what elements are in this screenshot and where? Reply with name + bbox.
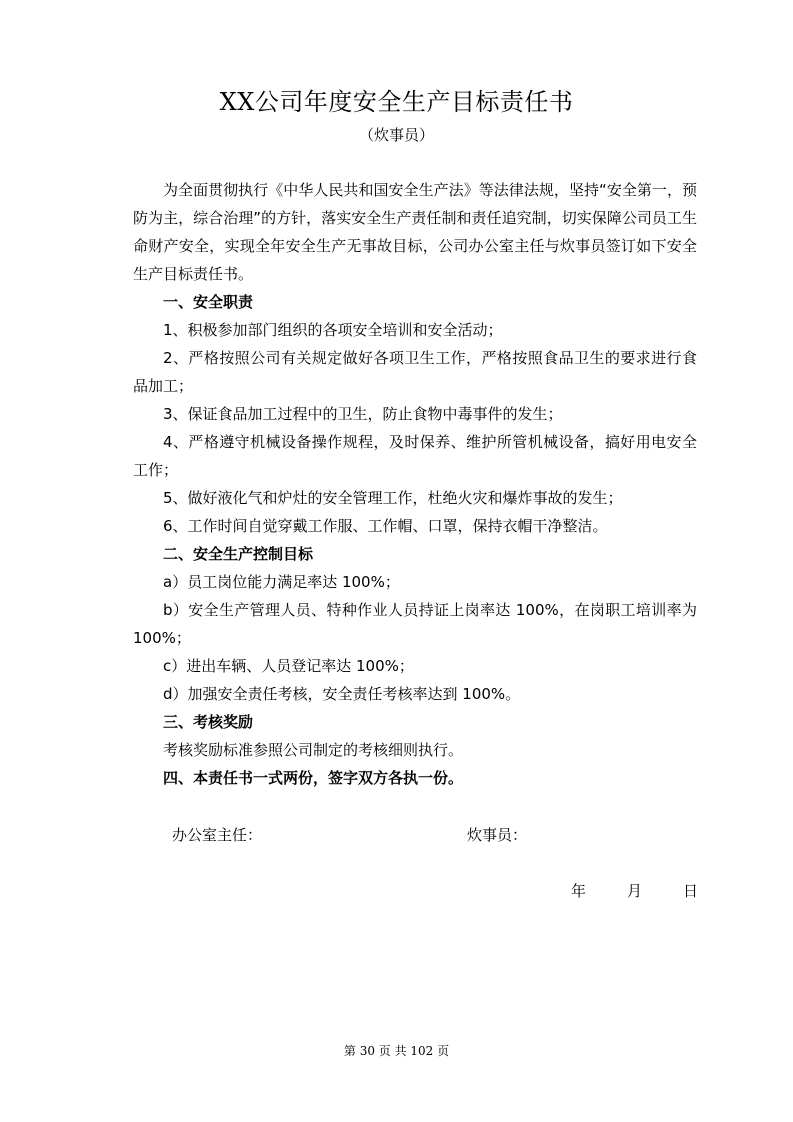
document-title: XX公司年度安全生产目标责任书 xyxy=(219,88,574,116)
section-heading-rewards: 三、考核奖励 xyxy=(163,713,254,731)
signature-office-director: 办公室主任： xyxy=(172,826,263,844)
date-day: 日 xyxy=(683,882,699,900)
target-item: a）员工岗位能力满足率达 100%； xyxy=(163,573,400,591)
page-footer: 第 30 页 共 102 页 xyxy=(343,1044,450,1058)
document-subtitle: （炊事员） xyxy=(358,126,434,144)
section-heading-targets: 二、安全生产控制目标 xyxy=(163,545,314,563)
responsibility-item: 5、做好液化气和炉灶的安全管理工作，杜绝火灾和爆炸事故的发生； xyxy=(163,489,623,507)
section-heading-copies: 四、本责任书一式两份，签字双方各执一份。 xyxy=(163,769,464,787)
date-month: 月 xyxy=(627,882,643,900)
target-item: c）进出车辆、人员登记率达 100%； xyxy=(163,657,414,675)
section-heading-responsibilities: 一、安全职责 xyxy=(163,293,254,311)
rewards-text: 考核奖励标准参照公司制定的考核细则执行。 xyxy=(163,741,464,759)
signature-cook: 炊事员： xyxy=(467,826,528,844)
responsibility-item: 2、严格按照公司有关规定做好各项卫生工作，严格按照食品卫生的要求进行食品加工； xyxy=(133,349,697,395)
responsibility-item: 6、工作时间自觉穿戴工作服、工作帽、口罩，保持衣帽干净整洁。 xyxy=(163,517,608,535)
date-year: 年 xyxy=(571,882,587,900)
responsibility-item: 1、积极参加部门组织的各项安全培训和安全活动； xyxy=(163,321,503,339)
target-item: b）安全生产管理人员、特种作业人员持证上岗率达 100%，在岗职工培训率为 100%； xyxy=(133,601,697,647)
intro-paragraph: 为全面贯彻执行《中华人民共和国安全生产法》等法律法规，坚持“安全第一，预防为主，综合治理”的方针，落实安全生产责任制和责任追究制，切实保障公司员工生命财产安全，实现全年安全生产无事故目标，公司办公室主任与炊事员签订如下安全生产目标责任书。 xyxy=(133,181,697,283)
target-item: d）加强安全责任考核，安全责任考核率达到 100%。 xyxy=(163,685,521,703)
responsibility-item: 4、严格遵守机械设备操作规程，及时保养、维护所管机械设备，搞好用电安全工作； xyxy=(133,433,697,479)
document-body xyxy=(133,176,697,792)
responsibility-item: 3、保证食品加工过程中的卫生，防止食物中毒事件的发生； xyxy=(163,405,563,423)
